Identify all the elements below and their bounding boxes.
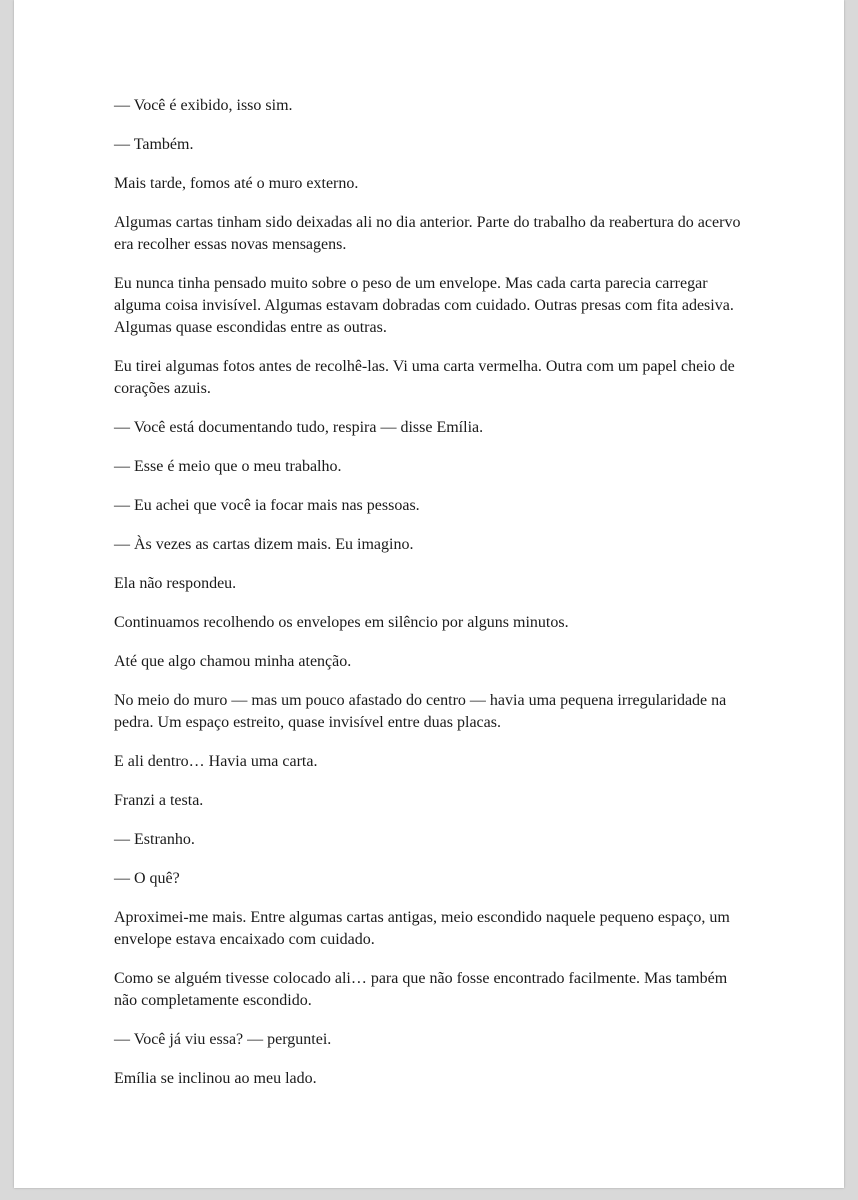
document-body <box>114 95 754 1107</box>
paragraph: Continuamos recolhendo os envelopes em silêncio por alguns minutos. <box>114 614 569 631</box>
paragraph: — O quê? <box>114 870 180 887</box>
paragraph: Ela não respondeu. <box>114 575 237 592</box>
paragraph: — Eu achei que você ia focar mais nas pessoas. <box>114 497 420 514</box>
paragraph: — Você é exibido, isso sim. <box>114 97 293 114</box>
paragraph: No meio do muro — mas um pouco afastado do centro — havia uma pequena irregularidade na pedra. Um espaço estreito, quase invisível entre duas placas. <box>114 692 727 731</box>
paragraph: Até que algo chamou minha atenção. <box>114 653 352 670</box>
paragraph: — Esse é meio que o meu trabalho. <box>114 458 342 475</box>
paragraph: Algumas cartas tinham sido deixadas ali no dia anterior. Parte do trabalho da reabertura do acervo era recolher essas novas mensagens. <box>114 214 741 253</box>
paragraph: Emília se inclinou ao meu lado. <box>114 1070 317 1087</box>
paragraph: Aproximei-me mais. Entre algumas cartas antigas, meio escondido naquele pequeno espaço, um envelope estava encaixado com cuidado. <box>114 909 730 948</box>
paragraph: — Você já viu essa? — perguntei. <box>114 1031 332 1048</box>
paragraph: Mais tarde, fomos até o muro externo. <box>114 175 359 192</box>
paragraph: — Você está documentando tudo, respira — disse Emília. <box>114 419 484 436</box>
paragraph: Como se alguém tivesse colocado ali… para que não fosse encontrado facilmente. Mas também não completamente escondido. <box>114 970 728 1009</box>
paragraph: Eu tirei algumas fotos antes de recolhê-las. Vi uma carta vermelha. Outra com um papel cheio de corações azuis. <box>114 358 735 397</box>
paragraph: Eu nunca tinha pensado muito sobre o peso de um envelope. Mas cada carta parecia carregar alguma coisa invisível. Algumas estavam dobradas com cuidado. Outras presas com fita adesiva. Algumas quase escondidas entre as outras. <box>114 275 734 336</box>
paragraph: — Estranho. <box>114 831 195 848</box>
paragraph: — Também. <box>114 136 194 153</box>
paragraph: — Às vezes as cartas dizem mais. Eu imagino. <box>114 536 414 553</box>
paragraph: E ali dentro… Havia uma carta. <box>114 753 318 770</box>
document-page <box>14 0 844 1188</box>
paragraph: Franzi a testa. <box>114 792 204 809</box>
